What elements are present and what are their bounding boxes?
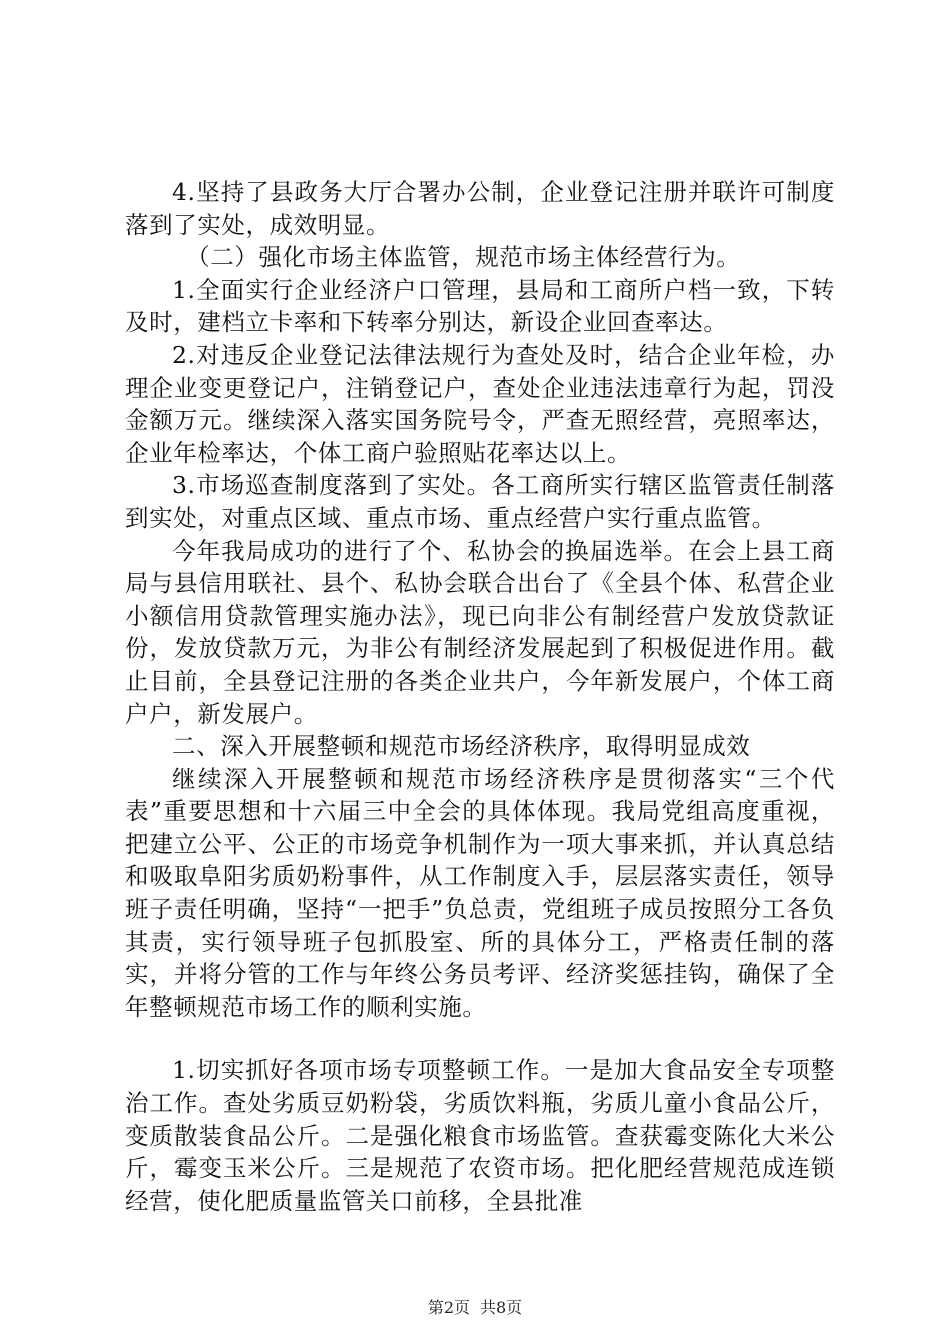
document-body (125, 176, 835, 1217)
page-number: 第2页 (427, 1298, 470, 1317)
paragraph-market-order: 继续深入开展整顿和规范市场经济秩序是贯彻落实“三个代表”重要思想和十六届三中全会的具体体现。我局党组高度重视，把建立公平、公正的市场竞争机制作为一项大事来抓，并认真总结和吸取阜阳劣质奶粉事件，从工作制度入手，层层落实责任，领导班子责任明确，坚持“一把手”负总责，党组班子成员按照分工各负其责，实行领导班子包抓股室、所的具体分工，严格责任制的落实，并将分管的工作与年终公务员考评、经济奖惩挂钩，确保了全年整顿规范市场工作的顺利实施。 (125, 764, 835, 1021)
section-heading-2: （二）强化市场主体监管，规范市场主体经营行为。 (186, 243, 741, 272)
paragraph-special-rectification: 1.切实抓好各项市场专项整顿工作。一是加大食品安全专项整治工作。查处劣质豆奶粉袋，劣质饮料瓶，劣质儿童小食品公斤，变质散装食品公斤。二是强化粮食市场监管。查获霉变陈化大米公斤，霉变玉米公斤。三是规范了农资市场。把化肥经营规范成连锁经营，使化肥质量监管关口前移，全县批准 (125, 1056, 835, 1215)
paragraph-item-1: 1.全面实行企业经济户口管理，县局和工商所户档一致，下转及时，建档立卡率和下转率分别达，新设企业回查率达。 (125, 275, 835, 337)
paragraph-item-2: 2.对违反企业登记法律法规行为查处及时，结合企业年检，办理企业变更登记户，注销登记户，查处企业违法违章行为起，罚没金额万元。继续深入落实国务院号令，严查无照经营，亮照率达，企业年检率达，个体工商户验照贴花率达以上。 (125, 340, 835, 467)
paragraph-item-3: 3.市场巡查制度落到了实处。各工商所实行辖区监管责任制落到实处，对重点区域、重点市场、重点经营户实行重点监管。 (125, 471, 835, 532)
paragraph-item-4: 4.坚持了县政务大厅合署办公制，企业登记注册并联许可制度落到了实处，成效明显。 (125, 178, 835, 239)
page-total: 共8页 (480, 1298, 523, 1317)
page-footer (0, 1298, 950, 1318)
section-heading-two: 二、深入开展整顿和规范市场经济秩序，取得明显成效 (172, 732, 751, 761)
paragraph-association-election: 今年我局成功的进行了个、私协会的换届选举。在会上县工商局与县信用联社、县个、私协会联合出台了《全县个体、私营企业小额信用贷款管理实施办法》，现已向非公有制经营户发放贷款证份，发放贷款万元，为非公有制经济发展起到了积极促进作用。截止目前，全县登记注册的各类企业共户，今年新发展户，个体工商户户，新发展户。 (125, 536, 835, 728)
